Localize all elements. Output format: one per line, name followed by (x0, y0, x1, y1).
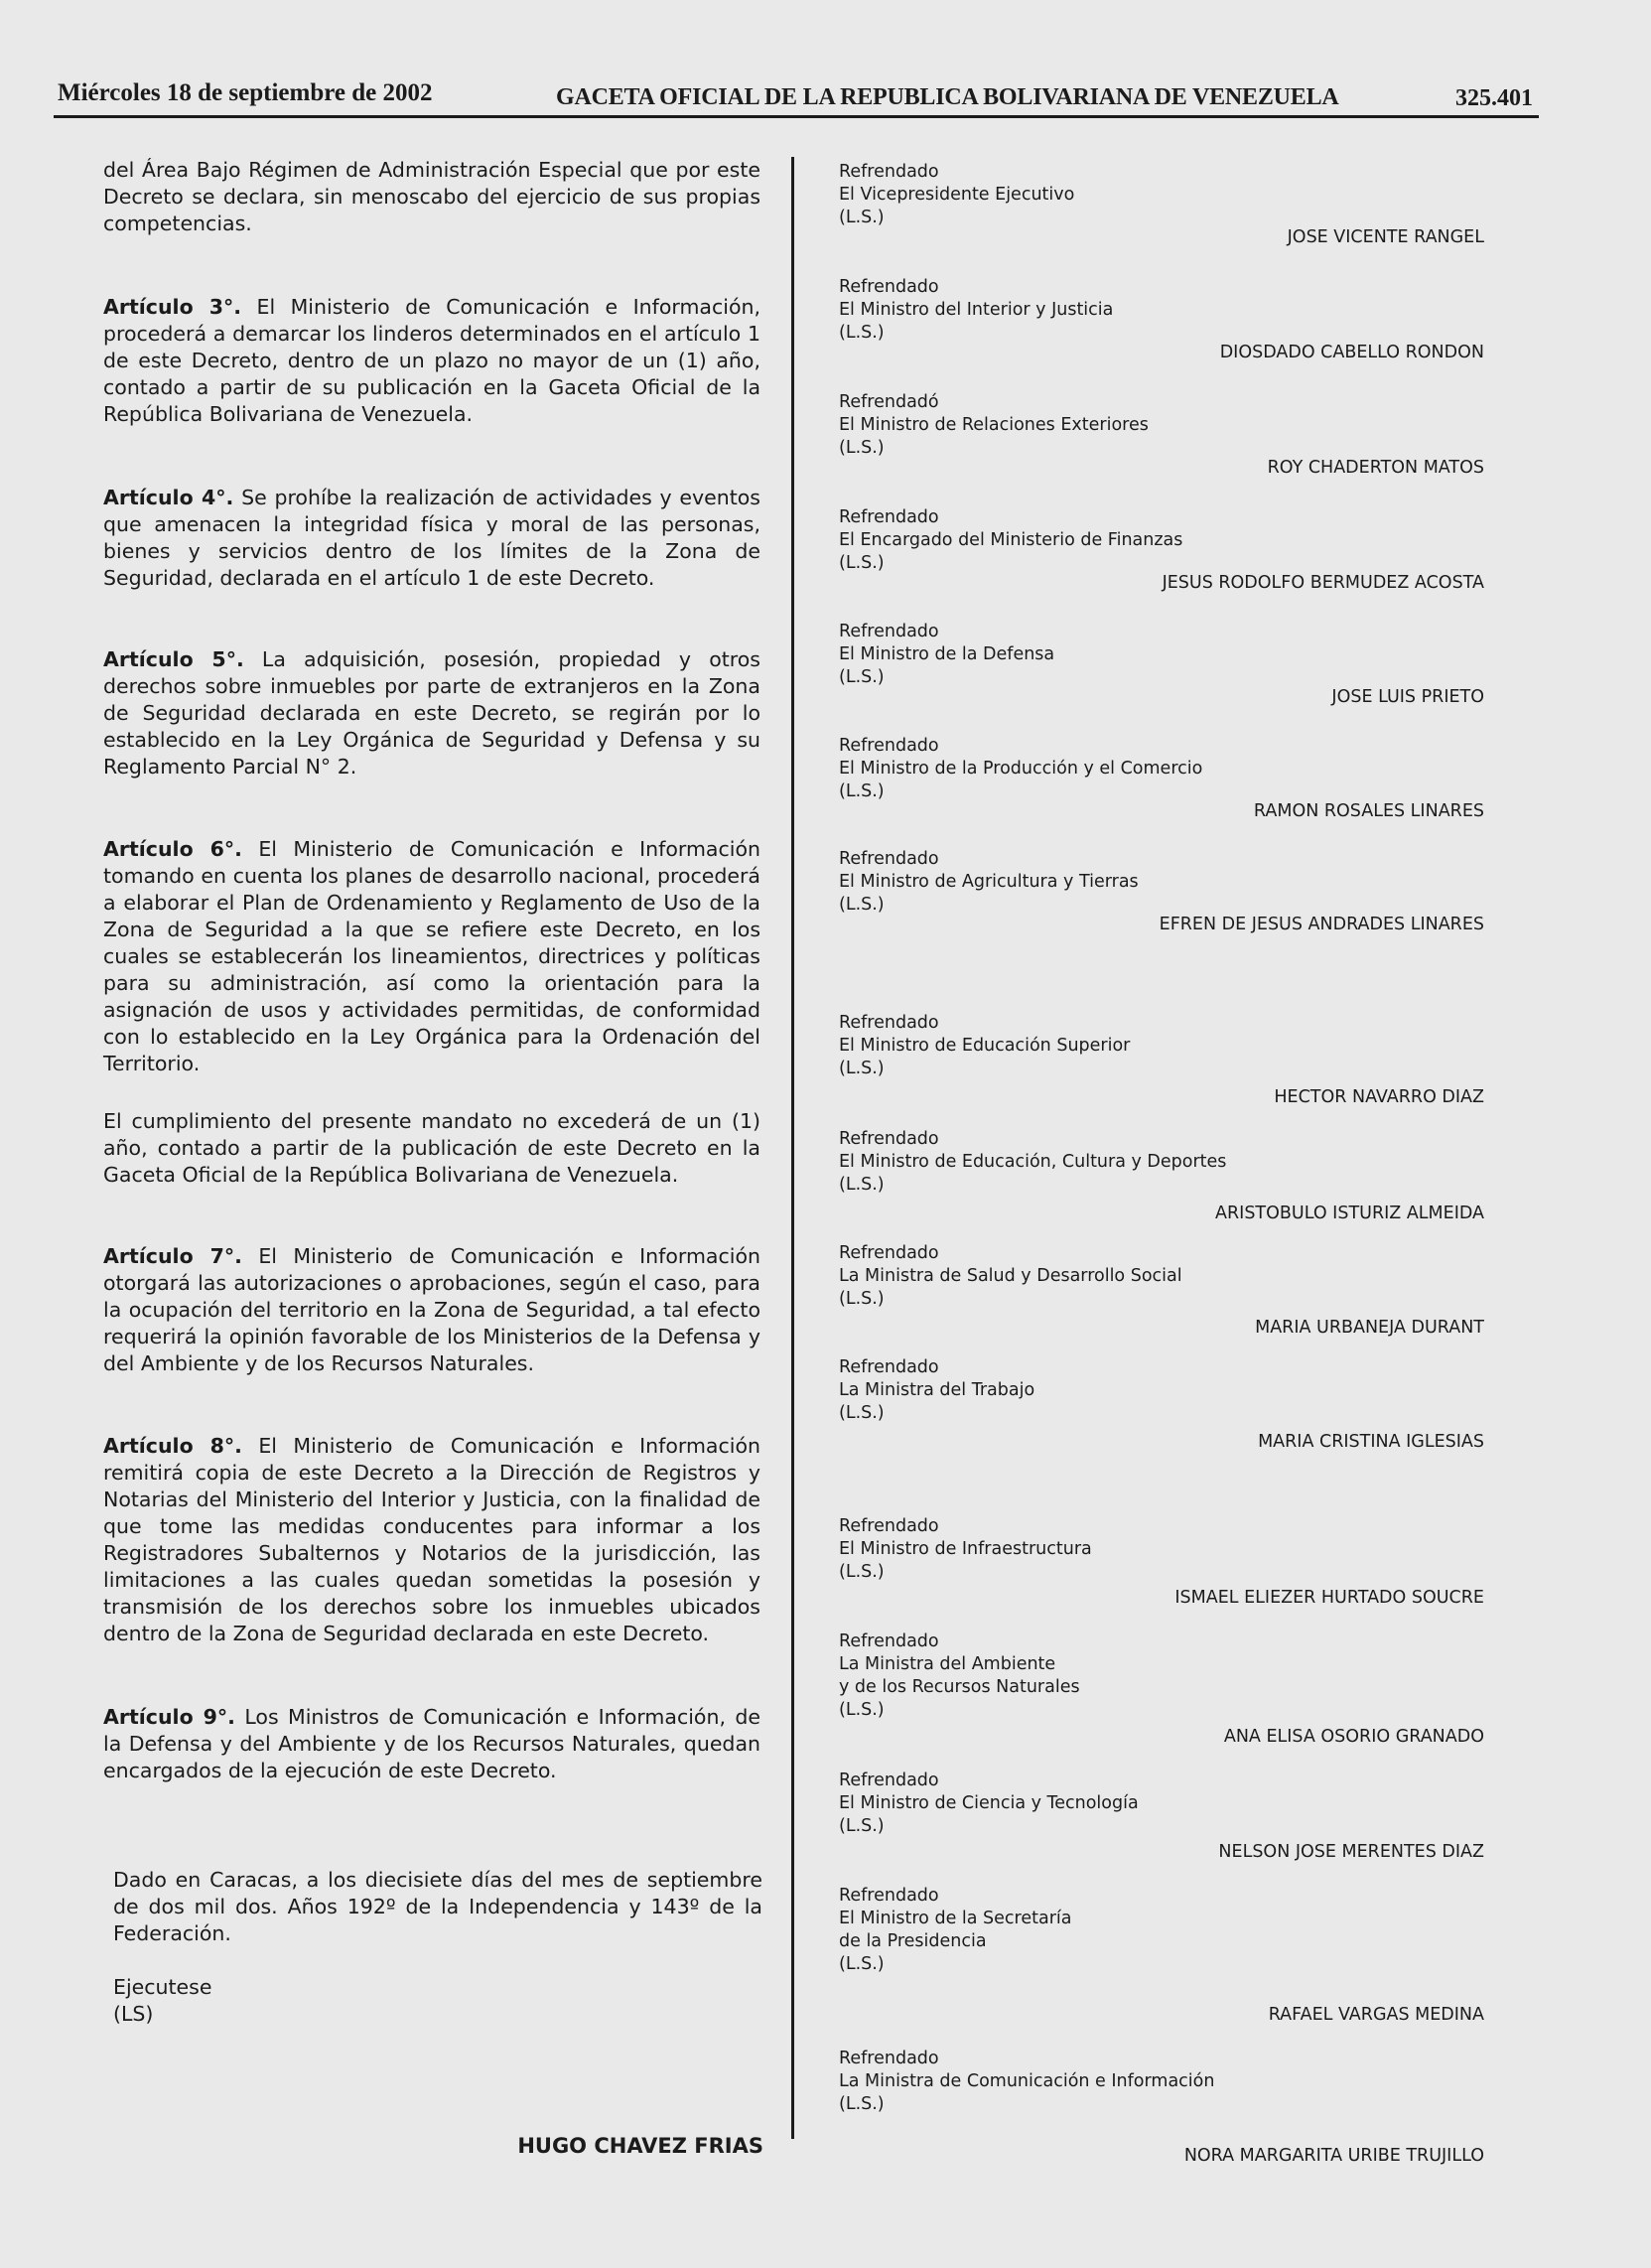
official-name: ARISTOBULO ISTURIZ ALMEIDA (1215, 1204, 1484, 1223)
countersignature-block (839, 506, 1484, 593)
official-title: El Ministro de la Producción y el Comercio (839, 759, 1203, 779)
refrendado-label: Refrendado (839, 1631, 939, 1651)
seal-label: (L.S.) (839, 323, 885, 343)
countersignature-block (839, 1770, 1484, 1862)
article-4-heading: Artículo 4°. (103, 486, 234, 509)
article-7-text: El Ministerio de Comunicación e Información otorgará las autorizaciones o aprobaciones, según el caso, para la ocupación del territorio en la Zona de Seguridad, a tal efecto requerirá la opinión favorable de los Ministerios de la Defensa y del Ambiente y de los Recursos Naturales. (103, 1244, 760, 1375)
execute-seal: (LS) (113, 2002, 154, 2026)
article-8-heading: Artículo 8°. (103, 1434, 242, 1458)
official-name: NELSON JOSE MERENTES DIAZ (1218, 1842, 1484, 1862)
refrendado-label: Refrendado (839, 849, 939, 869)
article-8-text: El Ministerio de Comunicación e Información remitirá copia de este Decreto a la Dirección de Registros y Notarias del Ministerio del Interior y Justicia, con la finalidad de que tome las medidas conducentes para informar a los Registradores Subalternos y Notarios de la jurisdicción, las limitaciones a las cuales quedan sometidas la posesión y transmisión de los derechos sobre los inmuebles ubicados dentro de la Zona de Seguridad declarada en este Decreto. (103, 1434, 760, 1645)
official-name: ISMAEL ELIEZER HURTADO SOUCRE (1174, 1588, 1484, 1608)
article-9-text: Los Ministros de Comunicación e Información, de la Defensa y del Ambiente y de los Recursos Naturales, quedan encargados de la ejecución de este Decreto. (103, 1705, 760, 1782)
countersignature-block (839, 1515, 1484, 1608)
refrendado-label: Refrendado (839, 277, 939, 297)
header-rule (54, 115, 1539, 118)
refrendado-label: Refrendadó (839, 392, 939, 412)
article-4-text: Se prohíbe la realización de actividades y eventos que amenacen la integridad física y moral de las personas, bienes y servicios dentro de los límites de la Zona de Seguridad, declarada en el artículo 1 de este Decreto. (103, 486, 760, 590)
header-title: GACETA OFICIAL DE LA REPUBLICA BOLIVARIANA DE VENEZUELA (556, 84, 1339, 110)
official-title: La Ministra de Comunicación e Información (839, 2071, 1215, 2091)
official-title-line-2: de la Presidencia (839, 1931, 987, 1951)
article-9-heading: Artículo 9°. (103, 1705, 235, 1729)
countersignature-block (839, 276, 1484, 362)
closing-paragraph: Dado en Caracas, a los diecisiete días del mes de septiembre de dos mil dos. Años 192º de la Independencia y 143º de la Federación. (113, 1868, 762, 1945)
countersignature-block (839, 1630, 1484, 1747)
article-9 (103, 1704, 760, 1784)
official-name: JESUS RODOLFO BERMUDEZ ACOSTA (1162, 573, 1484, 593)
countersignature-block (839, 1128, 1484, 1223)
article-4 (103, 485, 760, 592)
article-5-heading: Artículo 5°. (103, 647, 244, 671)
refrendado-label: Refrendado (839, 2049, 939, 2068)
seal-label: (L.S.) (839, 1059, 885, 1078)
seal-label: (L.S.) (839, 667, 885, 687)
seal-label: (L.S.) (839, 2094, 885, 2114)
official-name: JOSE VICENTE RANGEL (1287, 227, 1484, 247)
seal-label: (L.S.) (839, 1562, 885, 1582)
countersignature-block (839, 621, 1484, 707)
article-6-text: El Ministerio de Comunicación e Información tomando en cuenta los planes de desarrollo nacional, procederá a elaborar el Plan de Ordenamiento y Reglamento de Uso de la Zona de Seguridad a la que se refiere este Decreto, en los cuales se establecerán los lineamientos, directrices y políticas para su administración, así como la orientación para la asignación de usos y actividades permitidas, de conformidad con lo establecido en la Ley Orgánica para la Ordenación del Territorio. (103, 837, 760, 1075)
column-divider (791, 157, 794, 2139)
seal-label: (L.S.) (839, 895, 885, 915)
official-name: HECTOR NAVARRO DIAZ (1274, 1087, 1484, 1107)
article-6 (103, 836, 760, 1077)
official-title: El Ministro de Infraestructura (839, 1539, 1092, 1559)
official-title: El Ministro del Interior y Justicia (839, 300, 1114, 320)
countersignature-block (839, 1356, 1484, 1452)
refrendado-label: Refrendado (839, 162, 939, 182)
official-name: EFREN DE JESUS ANDRADES LINARES (1159, 915, 1484, 934)
article-3-text: El Ministerio de Comunicación e Información, procederá a demarcar los linderos determinados en el artículo 1 de este Decreto, dentro de un plazo no mayor de un (1) año, contado a partir de su publicación en la Gaceta Oficial de la República Bolivariana de Venezuela. (103, 295, 760, 426)
refrendado-label: Refrendado (839, 1013, 939, 1033)
official-title: El Ministro de Ciencia y Tecnología (839, 1793, 1139, 1813)
seal-label: (L.S.) (839, 1289, 885, 1309)
refrendado-label: Refrendado (839, 1357, 939, 1377)
intro-paragraph: del Área Bajo Régimen de Administración Especial que por este Decreto se declara, sin menoscabo del ejercicio de sus propias competencias. (103, 158, 760, 235)
seal-label: (L.S.) (839, 1175, 885, 1195)
official-name: RAFAEL VARGAS MEDINA (1268, 2005, 1484, 2025)
page-header (56, 75, 1537, 115)
article-3 (103, 294, 760, 428)
article-8 (103, 1433, 760, 1647)
countersignature-block (839, 735, 1484, 821)
official-title: La Ministra del Trabajo (839, 1380, 1035, 1400)
seal-label: (L.S.) (839, 781, 885, 801)
article-7-heading: Artículo 7°. (103, 1244, 242, 1268)
seal-label: (L.S.) (839, 1403, 885, 1423)
president-signature-name: HUGO CHAVEZ FRIAS (517, 2134, 763, 2158)
article-7 (103, 1243, 760, 1377)
official-title: El Ministro de Educación, Cultura y Deportes (839, 1152, 1227, 1172)
countersignature-block (839, 1885, 1484, 2025)
header-page-number: 325.401 (1455, 85, 1533, 111)
official-title: El Encargado del Ministerio de Finanzas (839, 530, 1183, 550)
refrendado-label: Refrendado (839, 507, 939, 527)
refrendado-label: Refrendado (839, 622, 939, 641)
article-3-heading: Artículo 3°. (103, 295, 242, 319)
refrendado-label: Refrendado (839, 1516, 939, 1536)
countersignature-block (839, 848, 1484, 934)
seal-label: (L.S.) (839, 1700, 885, 1720)
countersignature-block (839, 1242, 1484, 1338)
countersignature-block (839, 2048, 1484, 2166)
official-title: El Vicepresidente Ejecutivo (839, 185, 1075, 205)
countersignature-block (839, 391, 1484, 478)
refrendado-label: Refrendado (839, 1886, 939, 1906)
header-date: Miércoles 18 de septiembre de 2002 (58, 79, 433, 106)
official-name: JOSE LUIS PRIETO (1331, 687, 1484, 707)
official-title: La Ministra de Salud y Desarrollo Social (839, 1266, 1182, 1286)
official-name: DIOSDADO CABELLO RONDON (1219, 343, 1484, 362)
official-title-line-2: y de los Recursos Naturales (839, 1677, 1080, 1697)
refrendado-label: Refrendado (839, 736, 939, 756)
refrendado-label: Refrendado (839, 1243, 939, 1263)
official-name: MARIA URBANEJA DURANT (1255, 1318, 1484, 1338)
execute-label: Ejecutese (113, 1975, 212, 1999)
seal-label: (L.S.) (839, 1816, 885, 1836)
official-name: RAMON ROSALES LINARES (1253, 801, 1484, 821)
official-name: MARIA CRISTINA IGLESIAS (1258, 1432, 1484, 1452)
official-title: El Ministro de Agricultura y Tierras (839, 872, 1139, 892)
official-name: ROY CHADERTON MATOS (1267, 458, 1484, 478)
countersignature-block (839, 161, 1484, 247)
article-5 (103, 646, 760, 780)
official-title: La Ministra del Ambiente (839, 1654, 1056, 1674)
official-title: El Ministro de la Defensa (839, 644, 1055, 664)
official-name: ANA ELISA OSORIO GRANADO (1223, 1727, 1484, 1747)
article-6-paragraph-2: El cumplimiento del presente mandato no excederá de un (1) año, contado a partir de la publicación de este Decreto en la Gaceta Oficial de la República Bolivariana de Venezuela. (103, 1109, 760, 1187)
official-title: El Ministro de la Secretaría (839, 1909, 1072, 1928)
refrendado-label: Refrendado (839, 1771, 939, 1790)
official-title: El Ministro de Relaciones Exteriores (839, 415, 1149, 435)
article-6-heading: Artículo 6°. (103, 837, 242, 861)
article-5-text: La adquisición, posesión, propiedad y otros derechos sobre inmuebles por parte de extranjeros en la Zona de Seguridad declarada en este Decreto, se regirán por lo establecido en la Ley Orgánica de Seguridad y Defensa y su Reglamento Parcial N° 2. (103, 647, 760, 779)
refrendado-label: Refrendado (839, 1129, 939, 1149)
seal-label: (L.S.) (839, 553, 885, 573)
seal-label: (L.S.) (839, 208, 885, 227)
official-name: NORA MARGARITA URIBE TRUJILLO (1183, 2146, 1484, 2166)
countersignature-block (839, 1012, 1484, 1107)
seal-label: (L.S.) (839, 438, 885, 458)
official-title: El Ministro de Educación Superior (839, 1036, 1131, 1056)
seal-label: (L.S.) (839, 1954, 885, 1974)
